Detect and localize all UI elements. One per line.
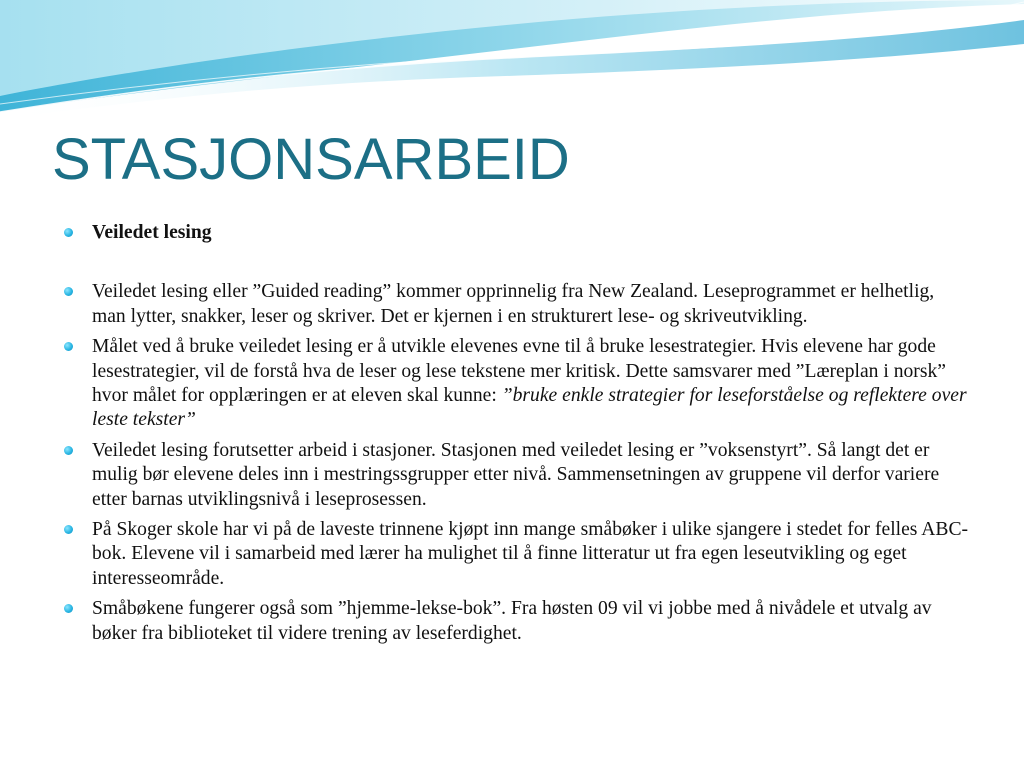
bullet-dot-icon xyxy=(64,525,73,534)
bullet-text: Veiledet lesing forutsetter arbeid i stasjoner. Stasjonen med veiledet lesing er ”voksenstyrt”. Så langt det er mulig bør elevene deles inn i mestringssgrupper etter nivå. Sammensetningen av gruppene vil derfor variere etter barnas utviklingsnivå i leseprosessen. xyxy=(92,439,940,510)
bullet-item xyxy=(64,439,969,512)
bullet-text: Veiledet lesing eller ”Guided reading” kommer opprinnelig fra New Zealand. Leseprogrammet er helhetlig, man lytter, snakker, leser og skriver. Det er kjernen i en strukturert lese- og skriveutvikling. xyxy=(92,281,935,327)
bullet-item xyxy=(64,280,969,329)
bullet-dot-icon xyxy=(64,228,73,237)
bullet-list xyxy=(64,221,969,646)
bullet-dot-icon xyxy=(64,446,73,455)
bullet-item xyxy=(64,335,969,433)
bullet-item xyxy=(64,518,969,591)
bullet-heading xyxy=(64,221,969,245)
wave-header-decoration xyxy=(0,0,1024,130)
bullet-italic-quote: ”bruke enkle strategier for leseforståelse og reflektere over leste tekster” xyxy=(92,385,967,431)
slide-title: STASJONSARBEID xyxy=(52,127,570,192)
bullet-dot-icon xyxy=(64,604,73,613)
bullet-dot-icon xyxy=(64,287,73,296)
bullet-dot-icon xyxy=(64,342,73,351)
bullet-heading-text: Veiledet lesing xyxy=(92,222,212,243)
bullet-text: På Skoger skole har vi på de laveste trinnene kjøpt inn mange småbøker i ulike sjangere i stedet for felles ABC-bok. Elevene vil i samarbeid med lærer ha mulighet til å finne litteratur ut fra egen leseutvikling og eget interesseområde. xyxy=(92,519,969,589)
bullet-item xyxy=(64,597,969,646)
bullet-text: Målet ved å bruke veiledet lesing er å utvikle elevenes evne til å bruke lesestrategier. Hvis elevene har gode lesestrategier, vil de forstå hva de leser og lese tekstene mer kritisk. Dette samsvarer med ”Læreplan i norsk” hvor målet for opplæringen er at eleven skal kunne: xyxy=(92,336,946,407)
bullet-text: Småbøkene fungerer også som ”hjemme-lekse-bok”. Fra høsten 09 vil vi jobbe med å nivådele et utvalg av bøker fra biblioteket til videre trening av leseferdighet. xyxy=(92,598,932,644)
